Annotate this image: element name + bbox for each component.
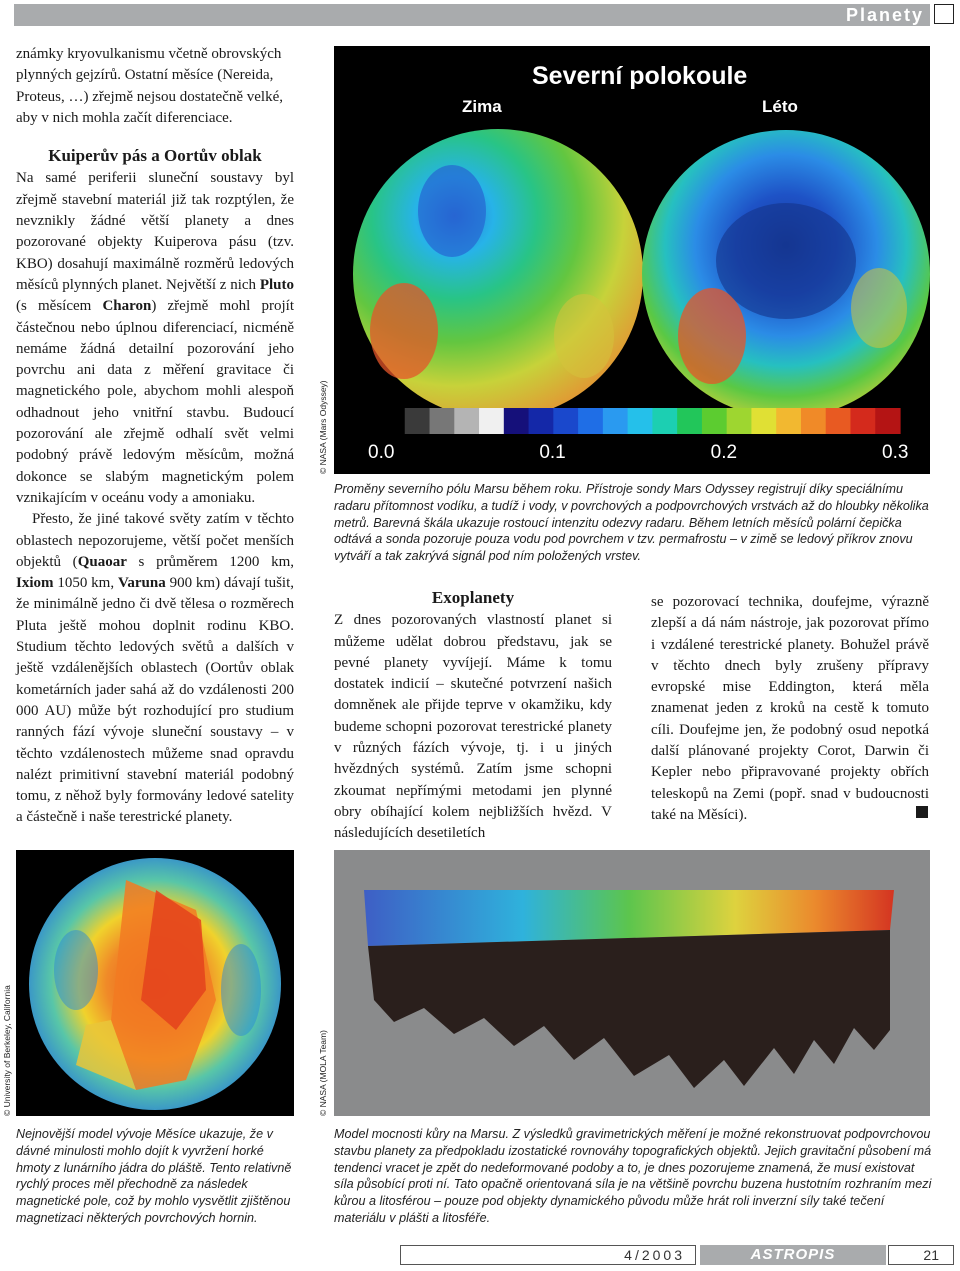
scale-swatch — [727, 408, 752, 434]
scale-swatch — [628, 408, 653, 434]
scale-swatch — [751, 408, 776, 434]
scale-swatch — [603, 408, 628, 434]
scale-swatch — [405, 408, 430, 434]
exoplanets-text-2: se pozorovací technika, doufejme, výrazně zlepší a dá nám nástroje, jak pozorovat přímo i vzdálené terestrické planety. Bohužel právě v těchto dnech byly zrušeny přípravy evropské mise Eddington, která měla znamenat jeden z kroků na cestě k tomuto cíli. Doufejme jen, že podobný osud nepotká další plánované projekty Corot, Darwin či Kepler nebo připravované projekty obřích teleskopů na Zemi (popř. snad v budoucnosti také na Měsíci). — [651, 594, 929, 823]
mars-caption: Proměny severního pólu Marsu během roku. Přístroje sondy Mars Odyssey registrují díky speciálnímu radaru přítomnost vodíku, a tudíž i vody, v povrchových a podpovrchových vrstvách až do hloubky několika metrů. Barevná škála ukazuje rostoucí intenzitu odezvy radaru. Během letních měsíců polární čepička odtává a sonda pozoruje pouza vodu pod povrchem v tzv. permafrostu – v zimě se ledový příkrov znovu vytváří a tak zakrývá signál pod ním položených vrstev. — [334, 482, 929, 564]
scale-swatch — [553, 408, 578, 434]
scale-swatch — [702, 408, 727, 434]
scale-label: 0.3 — [882, 442, 909, 463]
scale-label: 0.0 — [368, 442, 395, 463]
mars-credit: © NASA (Mars Odyssey) — [318, 380, 328, 474]
kuiper-paragraph-1: Na samé periferii sluneční soustavy byl zřejmě stavební materiál již tak rozptýlen, že nevznikly žádné větší planety a dnes pozorované objekty Kuiperova pásu (tzv. KBO) dosahují maximálně rozměrů ledových měsíců plynných planet. Největší z nich Pluto (s měsícem Charon) zřejmě mohl projít částečnou nebo úplnou diferenciací, nicméně nemáme žádná detailní pozorování jeho povrchu ani data z měření gravitace či magnetického pole, abychom mohli alespoň odhadnout jeho vnitřní stavbu. Budoucí pozorování ale zřejmě odhalí svět velmi podobný právě ledovým měsícům, možná dokonce se slabým magnetickým polem vznikajícím v oceánu vody a amoniaku. — [16, 170, 294, 506]
moon-model-figure — [16, 850, 294, 1116]
scale-swatch — [875, 408, 900, 434]
scale-swatch — [826, 408, 851, 434]
scale-swatch — [529, 408, 554, 434]
scale-swatch — [578, 408, 603, 434]
radar-color-scale — [380, 408, 901, 434]
scale-label: 0.1 — [539, 442, 566, 463]
intro-paragraph: známky kryovulkanismu včetně obrovských plynných gejzírů. Ostatní měsíce (Nereida, Proteus, …) zřejmě nejsou dostatečně velké, aby v nich mohla začít diferenciace. — [16, 46, 283, 126]
moon-model-image — [16, 850, 294, 1116]
scale-swatch — [504, 408, 529, 434]
summer-label: Léto — [762, 97, 798, 116]
header-bar — [14, 4, 930, 26]
mars-pole-image — [334, 46, 930, 474]
magazine-logo: ASTROPIS — [700, 1245, 886, 1265]
kuiper-paragraph-2: Přesto, že jiné takové světy zatím v těchto oblastech nepozorujeme, větší počet menších objektů (Quaoar s průměrem 1200 km, Ixiom 1050 km, Varuna 900 km) dávají tušit, že minimálně jedno či dvě tělesa o rozměrech Pluta ještě mohou doplnit rodinu KBO. Studium těchto ledových světů a dalších v ještě vzdálenějších oblastech (Oortův oblak kometárních jader sahá až do vzdálenosti 200 000 AU) může být rozhodující pro studium ranných fází vývoje sluneční soustavy – v těchto vzdálenostech můžeme snad opravdu nalézt primitivní stavební materiál podobný tomu, z něhož byly formovány ledové satelity a částečně i naše terestrické planety. — [16, 511, 295, 826]
winter-label: Zima — [462, 97, 502, 116]
section-title: Planety — [845, 5, 924, 25]
moon-credit: © University of Berkeley, California — [2, 985, 12, 1116]
moon-caption: Nejnovější model vývoje Měsíce ukazuje, že v dávné minulosti mohlo dojít k vyvržení horké hmoty z lunárního jádra do pláště. Tento relativně rychlý proces měl přechodně za následek magnetické pole, což by mohlo vysvětlit zjištěnou magnetizaci některých povrchových hornin. — [16, 1127, 292, 1225]
page-number: 21 — [888, 1245, 954, 1265]
kuiper-heading: Kuiperův pás a Oortův oblak — [48, 146, 262, 166]
exoplanets-heading: Exoplanety — [431, 588, 515, 607]
mars-figure-title: Severní polokoule — [532, 62, 748, 90]
exoplanets-column-2 — [651, 592, 929, 826]
mars-crust-figure — [334, 850, 930, 1116]
crust-credit: © NASA (MOLA Team) — [318, 1030, 328, 1116]
exoplanets-text-1: Z dnes pozorovaných vlastností planet si můžeme udělat dobrou představu, jak se pevné planety vyvíjejí. Máme k tomu dostatek indicií – skutečné potvrzení našich domněnek ale přijde teprve v okamžiku, kdy budeme schopni pozorovat terestrické planety v různých fázích vývoje, tj. i u jiných hvězdných systémů. Zatím jsme schopni zkoumat nepřímými metodami jen plynné obry obíhající kolem nejbližších hvězd. V následujících desetiletích — [334, 612, 612, 842]
mars-crust-image — [334, 850, 930, 1116]
scale-swatch — [380, 408, 405, 434]
scale-swatch — [677, 408, 702, 434]
exoplanets-column-1 — [334, 587, 612, 845]
scale-swatch — [454, 408, 479, 434]
issue-number: 4/2003 — [400, 1245, 696, 1265]
scale-swatch — [430, 408, 455, 434]
color-scale-labels — [368, 442, 908, 463]
scale-swatch — [652, 408, 677, 434]
crust-caption: Model mocnosti kůry na Marsu. Z výsledků gravimetrických měření je možné rekonstruovat podpovrchovou stavbu planety za předpokladu izostatické rovnováhy topografických objektů. Jejich gravitační působení má tendenci vracet je zpět do nedeformované podoby a to, je dnes pozorujeme znamená, že musí existovat síla působící proti ní. Tato opačně orientovaná síla je na většině povrchu buzena hustotním rozhraním mezi kůrou a litosférou – pouze pod objekty dynamického původu může hrát roli inverzní síly také tečení materiálu v plášti a litosféře. — [334, 1127, 932, 1225]
scale-swatch — [850, 408, 875, 434]
scale-swatch — [776, 408, 801, 434]
article-end-mark — [916, 806, 928, 818]
scale-swatch — [801, 408, 826, 434]
scale-label: 0.2 — [710, 442, 738, 463]
left-column — [16, 44, 294, 829]
header-square — [934, 4, 954, 24]
mars-pole-figure — [334, 46, 930, 474]
scale-swatch — [479, 408, 504, 434]
